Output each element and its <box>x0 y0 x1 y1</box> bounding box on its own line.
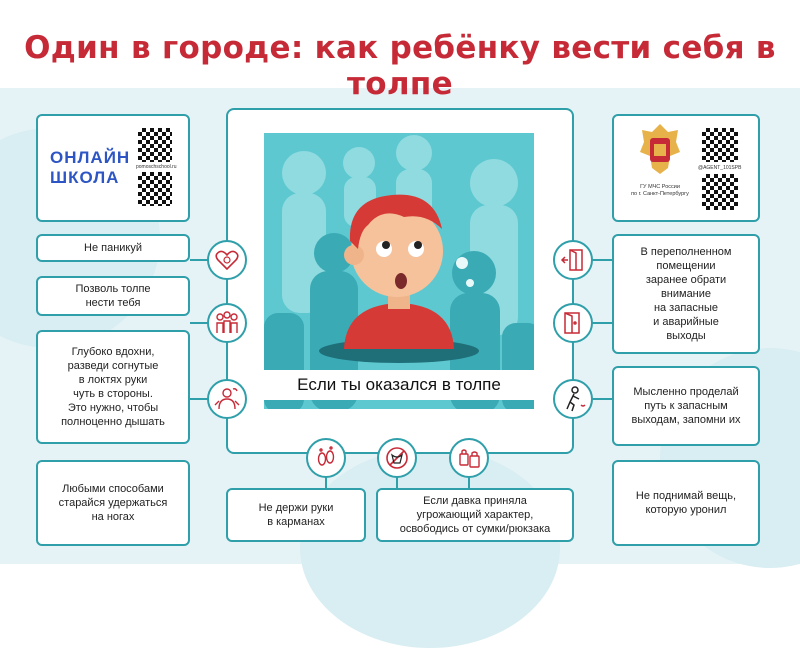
page-title: Один в городе: как ребёнку вести себя в толпе <box>24 30 776 102</box>
heart-calm-icon <box>207 240 247 280</box>
crowd-illustration <box>264 133 534 409</box>
school-logo-line2: ШКОЛА <box>50 168 120 187</box>
qr-caption: pomoschschool.ru <box>136 164 177 170</box>
no-hands-pocket-icon <box>377 438 417 478</box>
tip-let-crowd: Позволь толпе нести тебя <box>36 276 190 316</box>
qr-code <box>138 128 172 162</box>
qr-caption: @AGENT_101SPB <box>698 165 742 171</box>
tip-drop-bag: Если давка приняла угрожающий характер, освободись от сумки/рюкзака <box>376 488 574 542</box>
walking-man-icon <box>553 379 593 419</box>
bags-icon <box>449 438 489 478</box>
school-logo-line1: ОНЛАЙН <box>50 148 131 167</box>
crowd-icon <box>207 303 247 343</box>
qr-code <box>138 172 172 206</box>
mchs-emblem-icon <box>638 122 682 178</box>
tip-stay-on-feet: Любыми способами старайся удержаться на ногах <box>36 460 190 546</box>
mchs-caption: ГУ МЧС России по г. Санкт-Петербургу <box>631 184 689 197</box>
scene-caption: Если ты оказался в толпе <box>264 370 534 400</box>
tip-no-pockets: Не держи руки в карманах <box>226 488 366 542</box>
tip-exit-route: Мысленно проделай путь к запасным выходам, запомни их <box>612 366 760 446</box>
qr-code <box>702 128 738 162</box>
exit-door-icon <box>553 240 593 280</box>
tip-dont-pick-up: Не поднимай вещь, которую уронил <box>612 460 760 546</box>
footprints-icon <box>306 438 346 478</box>
tip-dont-panic: Не паникуй <box>36 234 190 262</box>
breathe-icon <box>207 379 247 419</box>
tip-emergency-exits: В переполненном помещении заранее обрати внимание на запасные и аварийные выходы <box>612 234 760 354</box>
emergency-exit-icon <box>553 303 593 343</box>
qr-code <box>702 174 738 210</box>
tip-breathe: Глубоко вдохни, разведи согнутые в локтях руки чуть в стороны. Это нужно, чтобы полноценно дышать <box>36 330 190 444</box>
school-logo <box>50 148 130 188</box>
